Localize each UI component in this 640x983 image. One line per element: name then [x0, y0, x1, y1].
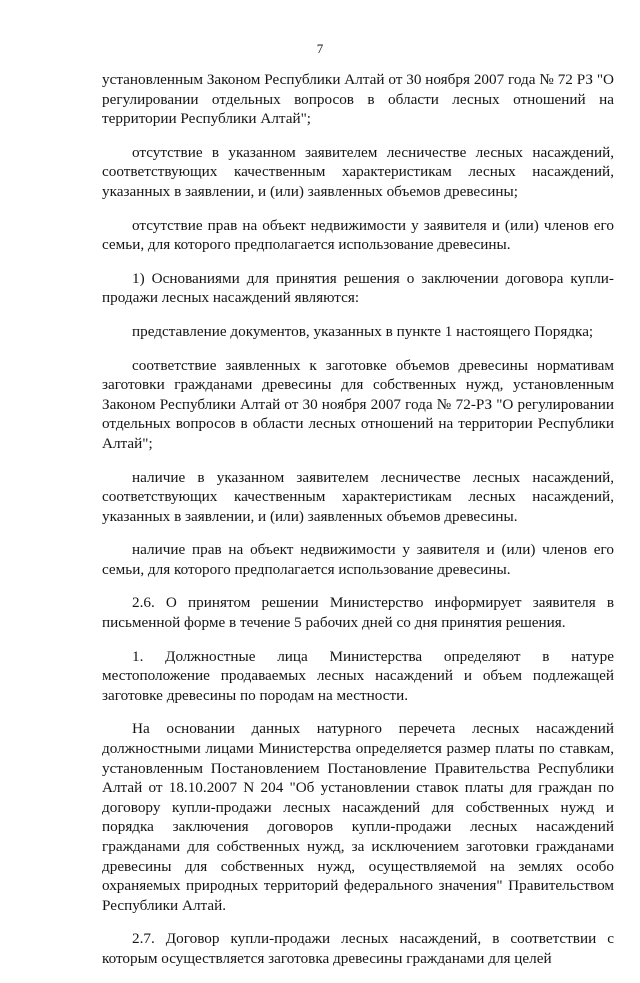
paragraph-volume-compliance: соответствие заявленных к заготовке объемов древесины нормативам заготовки гражданами древесины для собственных нужд, установленным Законом Республики Алтай от 30 ноября 2007 года № 72-РЗ "О регулировании отдельных вопросов в области лесных отношений на территории Республики Алтай"; — [102, 356, 614, 452]
paragraph-presence-of-plantations: наличие в указанном заявителем лесничестве лесных насаждений, соответствующих качественным характеристикам лесных насаждений, указанных в заявлении, и (или) заявленных объемов древесины. — [102, 468, 614, 525]
paragraph-section-2-7: 2.7. Договор купли-продажи лесных насаждений, в соответствии с которым осуществляется заготовка древесины гражданами для целей — [102, 930, 614, 967]
paragraph-absence-of-property-rights: отсутствие прав на объект недвижимости у заявителя и (или) членов его семьи, для которого предполагается использование древесины. — [102, 216, 614, 254]
page-number: 7 — [316, 41, 324, 56]
paragraph-absence-of-plantations: отсутствие в указанном заявителем лесничестве лесных насаждений, соответствующих качественным характеристикам лесных насаждений, указанных в заявлении, и (или) заявленных объемов древесины; — [102, 143, 614, 200]
document-body — [102, 70, 614, 983]
paragraph-payment-calculation: На основании данных натурного перечета лесных насаждений должностными лицами Министерства определяется размер платы по ставкам, установленным Постановлением Постановление Правительства Республики Алтай от 18.10.2007 N 204 "Об установлении ставок платы для граждан по договору купли-продажи лесных насаждений для собственных нужд и порядка заключения договоров купли-продажи лесных насаждений гражданами для собственных нужд, за исключением заготовки гражданами древесины для собственных нужд, осуществляемой на землях особо охраняемых природных территорий федерального значения" Правительством Республики Алтай. — [102, 720, 614, 914]
paragraph-submission-of-documents: представление документов, указанных в пункте 1 настоящего Порядка; — [132, 322, 594, 340]
paragraph-section-2-6: 2.6. О принятом решении Министерство информирует заявителя в письменной форме в течение 5 рабочих дней со дня принятия решения. — [102, 594, 614, 632]
paragraph-grounds-for-contract: 1) Основаниями для принятия решения о заключении договора купли-продажи лесных насаждений являются: — [102, 269, 614, 307]
paragraph-law-reference-continuation: установленным Законом Республики Алтай от 30 ноября 2007 года № 72 РЗ "О регулировании отдельных вопросов в области лесных отношений на территории Республики Алтай"; — [102, 71, 614, 128]
paragraph-presence-of-property-rights: наличие прав на объект недвижимости у заявителя и (или) членов его семьи, для которого предполагается использование древесины. — [102, 541, 614, 578]
paragraph-officials-determine-location: 1. Должностные лица Министерства определяют в натуре местоположение продаваемых лесных насаждений и объем подлежащей заготовке древесины по породам на местности. — [102, 647, 614, 704]
